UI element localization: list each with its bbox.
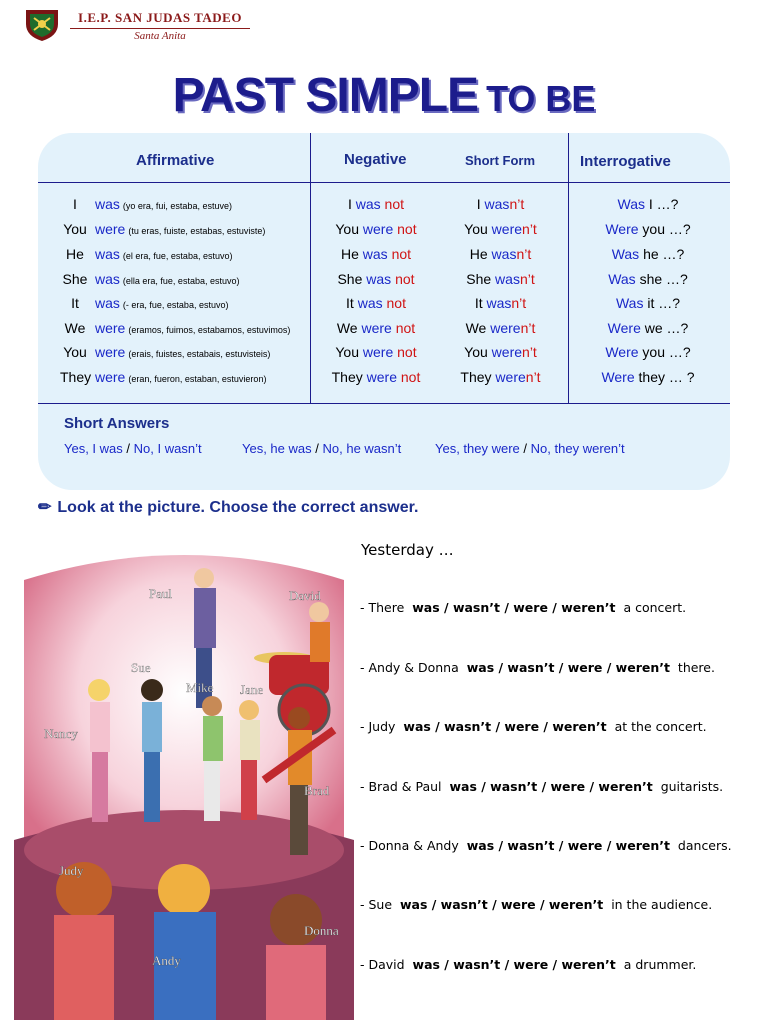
school-name-text: I.E.P. SAN JUDAS TADEO — [78, 10, 242, 25]
short-form-nt: n’t — [516, 246, 532, 262]
affirmative-pronoun: You — [63, 221, 87, 237]
interrogative-form — [578, 271, 718, 287]
pencil-icon: ✏ — [38, 499, 52, 516]
label-paul: Paul — [149, 586, 173, 601]
exercise-item — [360, 719, 707, 734]
short-form-verb: were — [490, 320, 521, 336]
exercise-item — [360, 600, 686, 615]
table-row — [38, 320, 730, 344]
table-row — [38, 295, 730, 319]
exercise-subject: - Donna & Andy — [360, 838, 459, 853]
instruction-text: Look at the picture. Choose the correct answer. — [57, 499, 419, 516]
interrogative-rest: you …? — [642, 344, 691, 360]
interrogative-verb: Were — [605, 344, 639, 360]
exercise-ending: dancers. — [677, 838, 732, 853]
answer-options[interactable]: was / wasn’t / were / weren’t — [399, 897, 604, 912]
short-answer-2: Yes, he was / No, he wasn’t — [242, 441, 402, 456]
answer-options[interactable]: was / wasn’t / were / weren’t — [466, 660, 670, 675]
negative-form — [314, 344, 438, 360]
affirmative-verb: were — [95, 344, 126, 360]
table-row — [38, 369, 730, 393]
negative-verb: were — [361, 320, 392, 336]
school-name — [70, 10, 250, 42]
affirmative-pronoun: We — [64, 320, 86, 336]
short-answer-no: No, they weren’t — [530, 441, 625, 456]
interrogative-verb: Was — [608, 271, 636, 287]
negative-not: not — [395, 271, 415, 287]
short-form-pronoun: You — [464, 344, 488, 360]
short-answer-1: Yes, I was / No, I wasn’t — [64, 441, 202, 456]
exercise-ending: there. — [677, 660, 715, 675]
short-answer-yes: Yes, I was — [64, 441, 123, 456]
affirmative-verb: was — [95, 246, 120, 262]
affirmative-pronoun: He — [66, 246, 84, 262]
instruction — [38, 497, 418, 517]
exercise-subject: - Sue — [360, 897, 393, 912]
exercise-subject: - There — [360, 600, 405, 615]
affirmative-pronoun: It — [71, 295, 79, 311]
short-form-verb: were — [491, 344, 523, 360]
header-interrogative: Interrogative — [580, 153, 671, 170]
table-row — [38, 246, 730, 270]
interrogative-verb: Was — [611, 246, 640, 262]
negative-pronoun: He — [340, 246, 359, 262]
short-answer-no: No, I wasn’t — [133, 441, 202, 456]
exercise-item — [360, 779, 723, 794]
interrogative-form — [578, 246, 718, 262]
exercise-item — [360, 957, 696, 972]
negative-pronoun: You — [335, 344, 359, 360]
affirmative-verb: were — [95, 369, 126, 385]
short-form — [443, 271, 558, 287]
title-main: PAST SIMPLE — [172, 69, 479, 122]
affirmative-pronoun: You — [63, 344, 87, 360]
interrogative-verb: Was — [617, 196, 645, 212]
table-row — [38, 344, 730, 368]
header-short-form: Short Form — [465, 153, 536, 168]
spanish-gloss: (yo era, fui, estaba, estuve) — [122, 201, 232, 211]
answer-options[interactable]: was / wasn’t / were / weren’t — [403, 719, 607, 734]
affirmative-verb-group — [95, 271, 239, 287]
negative-verb: was — [355, 196, 381, 212]
spanish-gloss: (ella era, fue, estaba, estuvo) — [122, 276, 240, 286]
short-form-nt: n’t — [519, 271, 535, 287]
concert-illustration — [14, 540, 354, 1020]
affirmative-verb: was — [95, 295, 120, 311]
answer-options[interactable]: was / wasn’t / were / weren’t — [412, 600, 616, 615]
answer-options[interactable]: was / wasn’t / were / weren’t — [466, 838, 670, 853]
exercise-item — [360, 838, 732, 853]
interrogative-verb: Were — [605, 221, 639, 237]
negative-not: not — [397, 344, 417, 360]
spanish-gloss: (erais, fuistes, estabais, estuvisteis) — [128, 349, 271, 359]
affirmative-pronoun: I — [73, 196, 77, 212]
short-answer-yes: Yes, he was — [242, 441, 312, 456]
label-david: David — [289, 588, 321, 603]
page-title — [0, 68, 768, 123]
affirmative-pronoun: She — [62, 271, 88, 287]
table-row — [38, 196, 730, 220]
negative-verb: were — [362, 344, 394, 360]
affirmative-verb-group — [95, 196, 232, 212]
label-donna: Donna — [304, 923, 339, 938]
negative-form — [314, 246, 438, 262]
interrogative-form — [578, 221, 718, 237]
short-form-nt: n’t — [525, 369, 541, 385]
short-form-pronoun: It — [474, 295, 483, 311]
negative-pronoun: I — [347, 196, 352, 212]
short-answer-no: No, he wasn’t — [322, 441, 402, 456]
negative-form — [314, 271, 438, 287]
label-andy: Andy — [152, 953, 181, 968]
negative-pronoun: They — [331, 369, 363, 385]
interrogative-rest: she …? — [639, 271, 688, 287]
short-form-nt: n’t — [511, 295, 527, 311]
spanish-gloss: (el era, fue, estaba, estuvo) — [122, 251, 233, 261]
negative-form — [314, 221, 438, 237]
affirmative-verb-group — [95, 320, 290, 336]
short-form — [443, 246, 558, 262]
short-answers-divider — [38, 403, 730, 404]
short-answer-3: Yes, they were / No, they weren’t — [435, 441, 625, 456]
exercise-ending: at the concert. — [614, 719, 707, 734]
affirmative-verb-group — [95, 344, 270, 360]
interrogative-verb: Was — [615, 295, 644, 311]
short-form-pronoun: He — [469, 246, 488, 262]
negative-verb: were — [362, 221, 394, 237]
school-crest-logo — [22, 8, 62, 42]
negative-verb: were — [366, 369, 397, 385]
exercise-subject: - Brad & Paul — [360, 779, 442, 794]
negative-form — [314, 295, 438, 311]
short-form-pronoun: She — [466, 271, 492, 287]
negative-not: not — [395, 320, 416, 336]
short-form — [443, 221, 558, 237]
negative-pronoun: She — [337, 271, 363, 287]
affirmative-verb: were — [95, 221, 126, 237]
header-divider — [38, 182, 730, 183]
exercise-item — [360, 897, 712, 912]
interrogative-rest: he …? — [643, 246, 685, 262]
header-negative: Negative — [344, 151, 407, 168]
label-brad: Brad — [304, 783, 330, 798]
negative-not: not — [397, 221, 417, 237]
spanish-gloss: (eran, fueron, estaban, estuvieron) — [128, 374, 267, 384]
label-mike: Mike — [186, 680, 214, 695]
exercise-ending: a concert. — [623, 600, 687, 615]
exercise-subject: - David — [360, 957, 405, 972]
interrogative-form — [578, 295, 718, 311]
affirmative-verb-group — [95, 246, 232, 262]
table-row — [38, 221, 730, 245]
short-form-pronoun: We — [465, 320, 487, 336]
short-form-nt: n’t — [509, 196, 525, 212]
title-sub: TO BE — [486, 78, 596, 119]
interrogative-verb: Were — [607, 320, 641, 336]
label-jane: Jane — [240, 682, 264, 697]
label-sue: Sue — [131, 660, 151, 675]
affirmative-verb: was — [95, 196, 120, 212]
short-form-nt: n’t — [522, 221, 537, 237]
interrogative-form — [578, 369, 718, 385]
negative-not: not — [391, 246, 412, 262]
negative-verb: was — [366, 271, 392, 287]
exercise-subject: - Judy — [360, 719, 396, 734]
negative-form — [314, 196, 438, 212]
interrogative-form — [578, 196, 718, 212]
table-row — [38, 271, 730, 295]
short-form-pronoun: You — [464, 221, 488, 237]
exercise-subject: - Andy & Donna — [360, 660, 459, 675]
short-form — [443, 196, 558, 212]
interrogative-rest: they … ? — [638, 369, 695, 385]
short-answers-title: Short Answers — [64, 415, 170, 432]
spanish-gloss: (- era, fue, estaba, estuvo) — [122, 300, 229, 310]
grammar-table — [38, 133, 730, 490]
interrogative-verb: Were — [601, 369, 635, 385]
short-answer-yes: Yes, they were — [435, 441, 520, 456]
negative-not: not — [386, 295, 406, 311]
exercise-item — [360, 660, 715, 675]
spanish-gloss: (tu eras, fuiste, estabas, estuviste) — [128, 226, 266, 236]
negative-verb: was — [357, 295, 383, 311]
short-form-verb: was — [486, 295, 512, 311]
answer-options[interactable]: was / wasn’t / were / weren’t — [412, 957, 616, 972]
short-form-pronoun: They — [460, 369, 492, 385]
short-form-verb: were — [495, 369, 526, 385]
affirmative-verb-group — [95, 221, 265, 237]
short-form-nt: n’t — [520, 320, 536, 336]
interrogative-form — [578, 344, 718, 360]
affirmative-verb-group — [95, 295, 228, 311]
answer-options[interactable]: was / wasn’t / were / weren’t — [449, 779, 653, 794]
short-form — [443, 344, 558, 360]
interrogative-rest: I …? — [648, 196, 679, 212]
negative-form — [314, 369, 438, 385]
short-form — [443, 295, 558, 311]
spanish-gloss: (eramos, fuimos, estabamos, estuvimos) — [128, 325, 291, 335]
exercise-ending: in the audience. — [611, 897, 713, 912]
negative-not: not — [400, 369, 421, 385]
label-judy: Judy — [59, 863, 84, 878]
label-nancy: Nancy — [44, 726, 78, 741]
exercise-ending: a drummer. — [623, 957, 697, 972]
school-location: Santa Anita — [70, 28, 250, 42]
negative-pronoun: You — [335, 221, 359, 237]
affirmative-verb: was — [95, 271, 120, 287]
affirmative-pronoun: They — [60, 369, 92, 385]
interrogative-rest: you …? — [642, 221, 691, 237]
short-form — [443, 320, 558, 336]
negative-verb: was — [362, 246, 388, 262]
short-form-verb: was — [484, 196, 510, 212]
interrogative-rest: we …? — [644, 320, 689, 336]
exercise-intro: Yesterday … — [361, 541, 454, 559]
exercise-ending: guitarists. — [660, 779, 724, 794]
negative-pronoun: It — [346, 295, 354, 311]
interrogative-rest: it …? — [647, 295, 681, 311]
short-form-nt: n’t — [522, 344, 537, 360]
negative-not: not — [384, 196, 405, 212]
short-form-verb: were — [491, 221, 523, 237]
short-form — [443, 369, 558, 385]
header-affirmative: Affirmative — [136, 152, 215, 169]
short-form-pronoun: I — [476, 196, 481, 212]
interrogative-form — [578, 320, 718, 336]
affirmative-verb-group — [95, 369, 266, 385]
short-form-verb: was — [491, 246, 517, 262]
short-form-verb: was — [495, 271, 520, 287]
negative-form — [314, 320, 438, 336]
affirmative-verb: were — [95, 320, 126, 336]
negative-pronoun: We — [336, 320, 358, 336]
